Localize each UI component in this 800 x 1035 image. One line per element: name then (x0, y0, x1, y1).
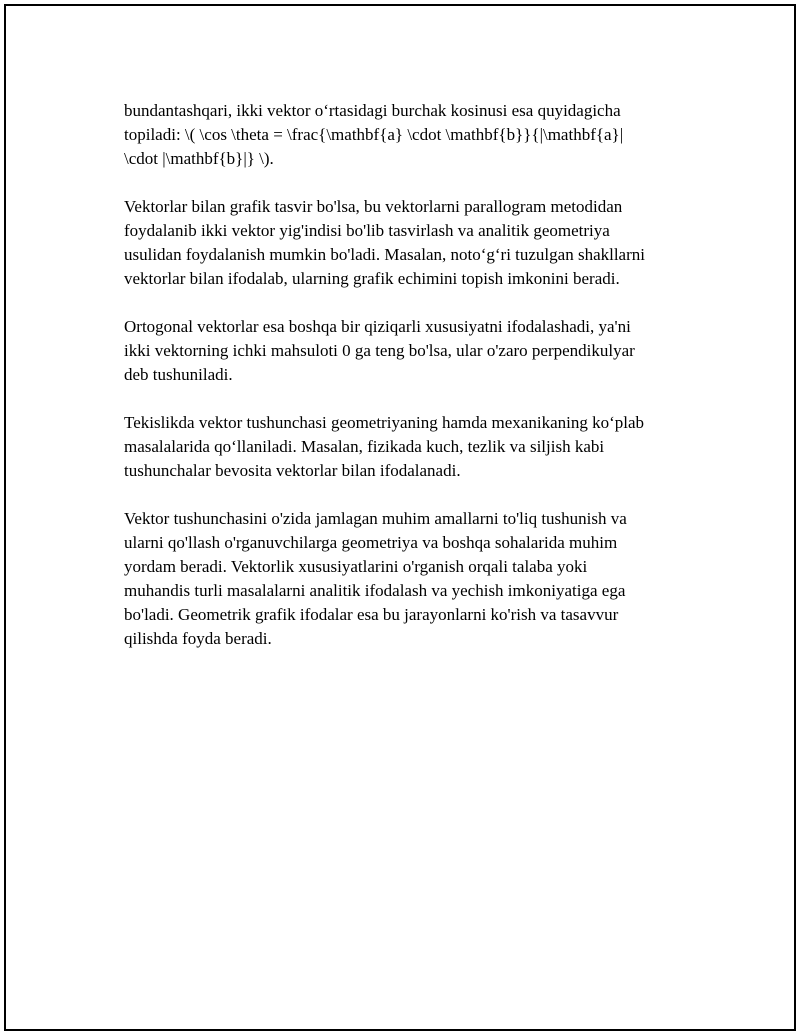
paragraph-conclusion: Vektor tushunchasini o'zida jamlagan muhim amallarni to'liq tushunish va ularni qo'llash o'rganuvchilarga geometriya va boshqa sohalarida muhim yordam beradi. Vektorlik xususiyatlarini o'rganish orqali talaba yoki muhandis turli masalalarni analitik ifodalash va yechish imkoniyatiga ega bo'ladi. Geometrik grafik ifodalar esa bu jarayonlarni ko'rish va tasavvur qilishda foyda beradi. (124, 509, 627, 648)
paragraph-plane-vectors: Tekislikda vektor tushunchasi geometriyaning hamda mexanikaning ko‘plab masalalarida qo‘llaniladi. Masalan, fizikada kuch, tezlik va siljish kabi tushunchalar bevosita vektorlar bilan ifodalanadi. (124, 413, 645, 480)
document-body (124, 99, 684, 675)
paragraph-cosine-formula: bundantashqari, ikki vektor o‘rtasidagi burchak kosinusi esa quyidagicha topiladi: \( \cos \theta = \frac{\mathbf{a} \cdot \mathbf{b}}{|\mathbf{a}| \cdot |\mathbf{b}|} \). (124, 101, 624, 168)
page (4, 4, 796, 1031)
paragraph-graphical-vectors: Vektorlar bilan grafik tasvir bo'lsa, bu vektorlarni parallogram metodidan foydalanib ikki vektor yig'indisi bo'lib tasvirlash va analitik geometriya usulidan foydalanish mumkin bo'ladi. Masalan, noto‘g‘ri tuzulgan shakllarni vektorlar bilan ifodalab, ularning grafik echimini topish imkonini beradi. (124, 197, 645, 288)
paragraph-orthogonal-vectors: Ortogonal vektorlar esa boshqa bir qiziqarli xususiyatni ifodalashadi, ya'ni ikki vektorning ichki mahsuloti 0 ga teng bo'lsa, ular o'zaro perpendikulyar deb tushuniladi. (124, 317, 635, 384)
